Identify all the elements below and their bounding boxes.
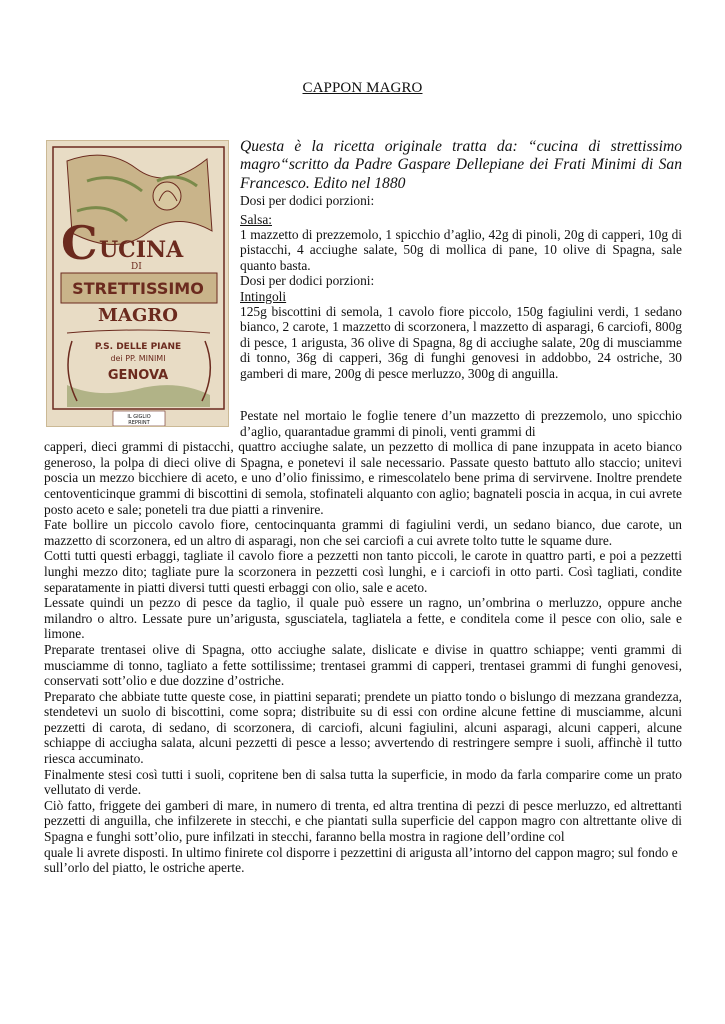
salsa-ingredients: 1 mazzetto di prezzemolo, 1 spicchio d’aglio, 42g di pinoli, 20g di capperi, 10g di pistacchi, 4 acciughe salate, 50g di mollica di pane, 10 olive di Spagna, sale quanto basta. bbox=[240, 227, 682, 273]
cover-badge-reprint: REPRINT bbox=[128, 420, 150, 426]
cover-title-line2: DI bbox=[131, 262, 142, 272]
cover-author-line2: dei PP. MINIMI bbox=[110, 354, 166, 363]
step-paragraph: Cotti tutti questi erbaggi, tagliate il cavolo fiore a pezzetti non tanto piccoli, le carote in quattro parti, e poi a pezzetti lunghi mezzo dito; tagliate pure la scorzonera in pezzetti così lunghi, e i carciofi in otto parti. Così tagliati, condite separatamente in piatti diversi tutti questi erbaggi con olio, sale e aceto. bbox=[44, 548, 682, 595]
step-paragraph: Finalmente stesi così tutti i suoli, copritene ben di salsa tutta la superficie, in modo da farla comparire come un prato vellutato di verde. bbox=[44, 766, 682, 798]
recipe-header-column bbox=[240, 138, 682, 381]
servings-line-2: Dosi per dodici porzioni: bbox=[240, 273, 375, 289]
step-paragraph-indented: Pestate nel mortaio le foglie tenere d’un mazzetto di prezzemolo, uno spicchio d’aglio, quarantadue grammi di pinoli, venti grammi di bbox=[240, 408, 682, 439]
step-paragraph: Fate bollire un piccolo cavolo fiore, centocinquanta grammi di fagiulini verdi, un sedano bianco, due carote, un mazzetto di scorzonera, ed un altro di asparagi, non che sei carciofi a cui avrete tolto tutte le squame dure. bbox=[44, 517, 682, 548]
cover-city: GENOVA bbox=[107, 368, 169, 383]
cover-title-line3: STRETTISSIMO bbox=[72, 279, 204, 298]
recipe-body bbox=[44, 408, 682, 876]
intro-paragraph: Questa è la ricetta originale tratta da: “cucina di strettissimo magro“scritto da Padre Gaspare Dellepiane dei Frati Minimi di San Francesco. Edito nel 1880 bbox=[240, 138, 682, 192]
cover-initial-letter: C bbox=[61, 216, 98, 270]
step-paragraph: capperi, dieci grammi di pistacchi, quattro acciughe salate, un pezzetto di mollica di pane inzuppata in aceto bianco generoso, la polpa di dieci olive di Spagna, e ponetevi il sale necessario. Passate questo battuto allo staccio; unitevi poscia un mezzo bicchiere di aceto, e uno d’olio finissimo, e rimescolatelo bene prima di servirvene. Inoltre prendete centoventicinque grammi di biscottini di semola, stofinateli alquanto con aglio; bagnateli poscia in acqua, in cui avrete posto aceto e sale; poneteli tra due piatti a rinvenire. bbox=[44, 439, 682, 517]
cover-title-line1: UCINA bbox=[99, 237, 184, 263]
step-paragraph: Preparato che abbiate tutte queste cose, in piattini separati; prendete un piatto tondo o bislungo di mezzana grandezza, stendetevi un suolo di biscottini, come sopra; distribuite su di essi con ordine alcune fettine di musciamme, alcuni pezzetti di carota, di sedano, di scorzonera, di carciofi, alcuni fagiulini, alcuni asparagi, alcuni capperi, alcune schiappe di acciugha salata, alcuni pezzetti di pesce a lesso; avvertendo di restringere sempre i suoli, affinchè il tutto riesca accuminato. bbox=[44, 688, 682, 767]
intingoli-heading: Intingoli bbox=[240, 288, 287, 304]
page-title: CAPPON MAGRO bbox=[302, 80, 423, 96]
cover-author-line1: P.S. DELLE PIANE bbox=[94, 342, 182, 352]
salsa-heading: Salsa: bbox=[240, 211, 272, 227]
step-paragraph: Ciò fatto, friggete dei gamberi di mare, in numero di trenta, ed altra trentina di pezzi di pesce merluzzo, ed altrettanti pezzetti di anguilla, che infilzerete in stecchi, e che piantati sulla superficie del cappon magro con altrettante olive di Spagna e funghi sott’olio, pure infilzati in stecchi, faranno bella mostra in ragione dell’ordine col bbox=[44, 797, 682, 845]
step-paragraph: quale li avrete disposti. In ultimo finirete col disporre i pezzettini di arigusta all’intorno del cappon magro; sul fondo e sull’orlo del piatto, le ostriche aperte. bbox=[44, 844, 678, 876]
cover-badge-publisher: IL GIGLIO bbox=[127, 414, 151, 420]
step-paragraph: Lessate quindi un pezzo di pesce da taglio, il quale può essere un ragno, un’ombrina o merluzzo, oppure anche milandro o altro. Lessate pure un’arigusta, sgusciatela, tagliatela a fette, e conditela come il pesce con olio, sale e limone. bbox=[44, 595, 682, 642]
step-paragraph: Preparate trentasei olive di Spagna, otto acciughe salate, dislicate e divise in quattro schiappe; venti grammi di musciamme di tonno, tagliato a fette sottilissime; trentasei grammi di capperi, trentasei grammi di funghi genovesi, conservati sott’olio e due dozzine d’ostriche. bbox=[44, 641, 682, 689]
book-cover-image bbox=[46, 140, 229, 427]
servings-line: Dosi per dodici porzioni: bbox=[240, 193, 375, 209]
book-cover-illustration bbox=[47, 141, 229, 427]
intingoli-ingredients: 125g biscottini di semola, 1 cavolo fiore piccolo, 150g fagiulini verdi, 1 sedano bianco, 2 carote, 1 mazzetto di scorzonera, l mazzetto di asparagi, 6 carciofi, 800g di pesce, 1 arigusta, 36 olive di Spagna, 8g di acciughe salate, 20g di musciamme di tonno, 36g di capperi, 36g di funghi genovesi in addobbo, 24 ostriche, 30 gamberi di mare, 200g di pesce merluzzo, 300g di anguilla. bbox=[240, 304, 682, 381]
cover-title-line4: MAGRO bbox=[98, 305, 178, 326]
